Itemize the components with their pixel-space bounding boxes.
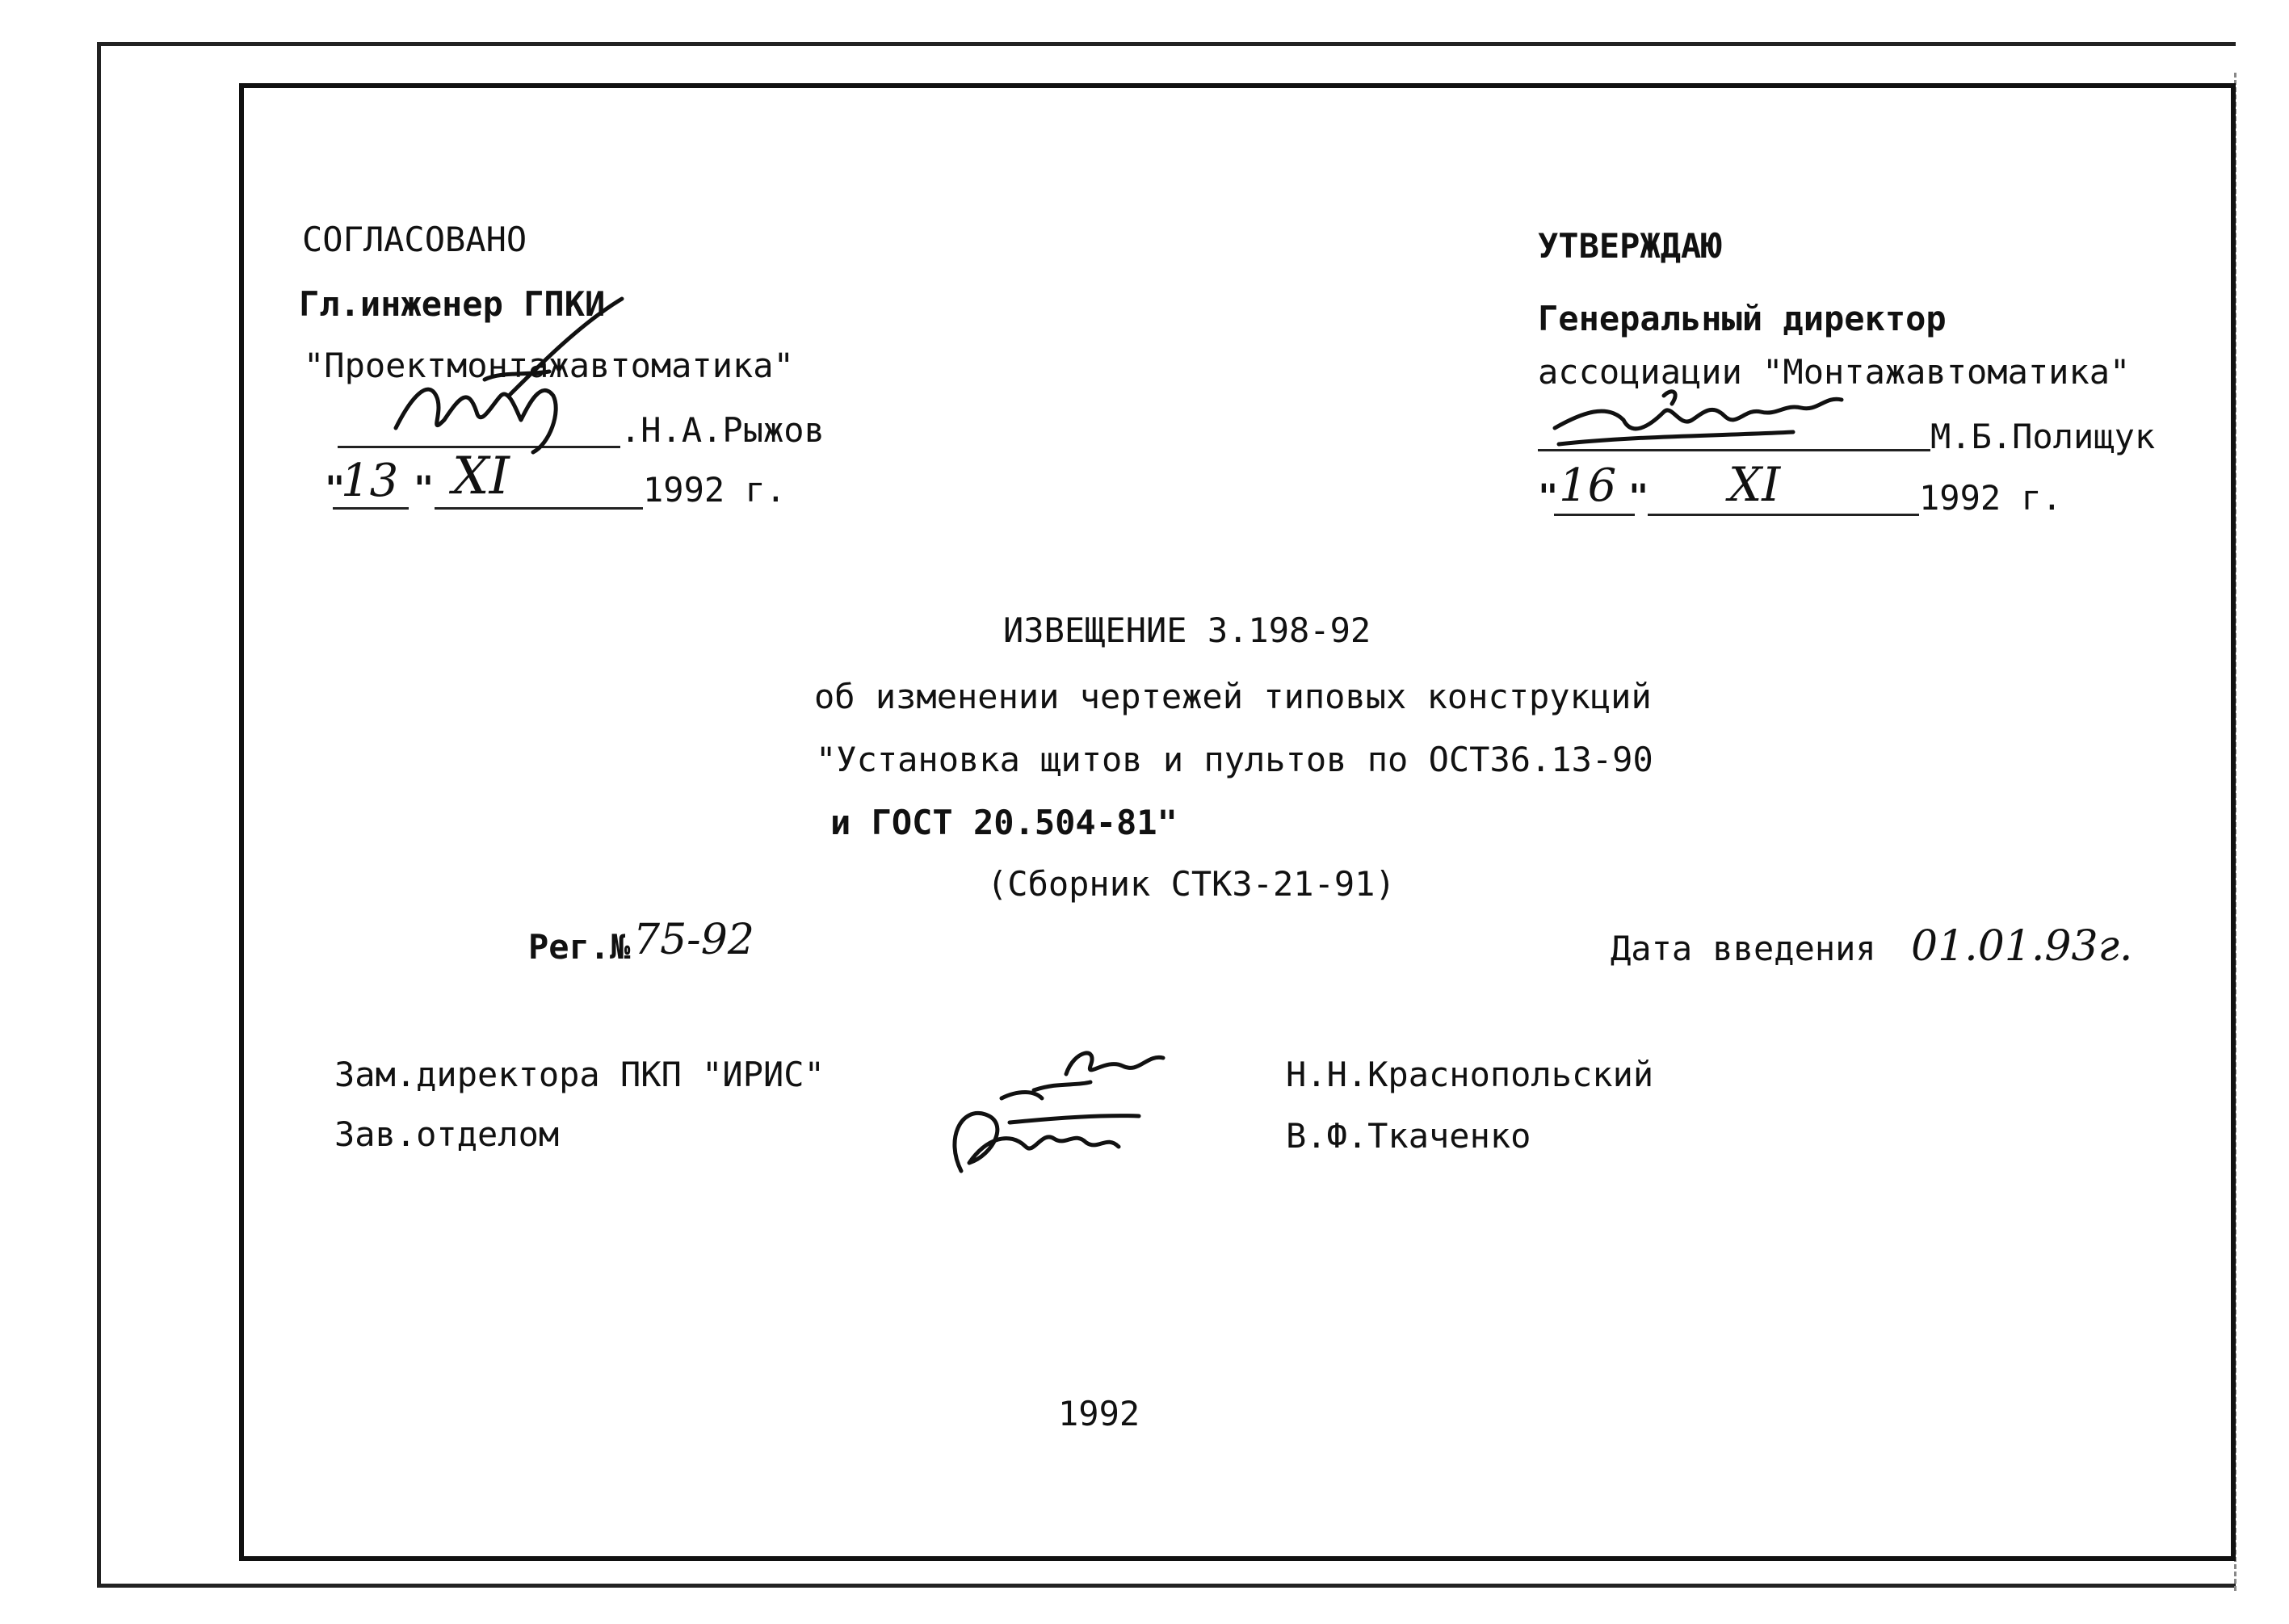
notice-line-2: "Установка щитов и пультов по ОСТ36.13-90	[816, 740, 1653, 779]
signatory-name-1: Н.Н.Краснопольский	[1286, 1055, 1654, 1094]
left-approval-name: .Н.А.Рыжов	[620, 410, 825, 450]
notice-title: ИЗВЕЩЕНИЕ 3.198-92	[1003, 611, 1371, 650]
right-date-day: 16	[1559, 460, 1617, 512]
right-date-year: 1992 г.	[1919, 478, 2063, 518]
right-approval-name: М.Б.Полищук	[1930, 417, 2156, 456]
left-approval-org: "Проектмонтажавтоматика"	[304, 346, 794, 385]
signatories-signature-image	[937, 1042, 1179, 1179]
left-date-day-line	[333, 507, 409, 510]
right-approval-heading: УТВЕРЖДАЮ	[1538, 226, 1722, 266]
right-approval-position: Генеральный директор	[1538, 299, 1947, 338]
intro-date-value: 01.01.93г.	[1911, 922, 2133, 971]
intro-date-label: Дата введения	[1611, 929, 1876, 968]
right-approval-org: ассоциации "Монтажавтоматика"	[1538, 352, 2131, 392]
signatory-position-1: Зам.директора ПКП "ИРИС"	[334, 1055, 825, 1094]
left-date-month: XI	[452, 447, 510, 506]
registration-label: Рег.№	[528, 927, 631, 967]
left-date-close-quote: "	[414, 468, 435, 508]
left-approval-heading: СОГЛАСОВАНО	[302, 220, 527, 259]
left-date-open-quote: "	[325, 468, 346, 508]
left-date-month-line	[435, 507, 643, 510]
notice-line-1: об изменении чертежей типовых конструкций	[814, 677, 1652, 716]
left-date-day: 13	[341, 455, 399, 507]
right-date-month: XI	[1728, 457, 1781, 512]
right-signature-image	[1551, 380, 1890, 460]
notice-line-4: (Сборник СТК3-21-91)	[987, 864, 1396, 904]
right-date-month-line	[1648, 514, 1919, 516]
registration-number: 75-92	[633, 916, 754, 964]
footer-year: 1992	[1058, 1394, 1140, 1433]
right-date-close-quote: "	[1628, 476, 1649, 516]
right-date-day-line	[1554, 514, 1635, 516]
right-date-open-quote: "	[1538, 476, 1559, 516]
signatory-position-2: Зав.отделом	[334, 1114, 560, 1154]
left-approval-position: Гл.инженер ГПКИ	[299, 284, 606, 324]
left-signature-image	[380, 299, 622, 460]
signatory-name-2: В.Ф.Ткаченко	[1286, 1116, 1531, 1156]
notice-line-3: и ГОСТ 20.504-81"	[830, 803, 1178, 842]
left-date-year: 1992 г.	[643, 470, 787, 510]
